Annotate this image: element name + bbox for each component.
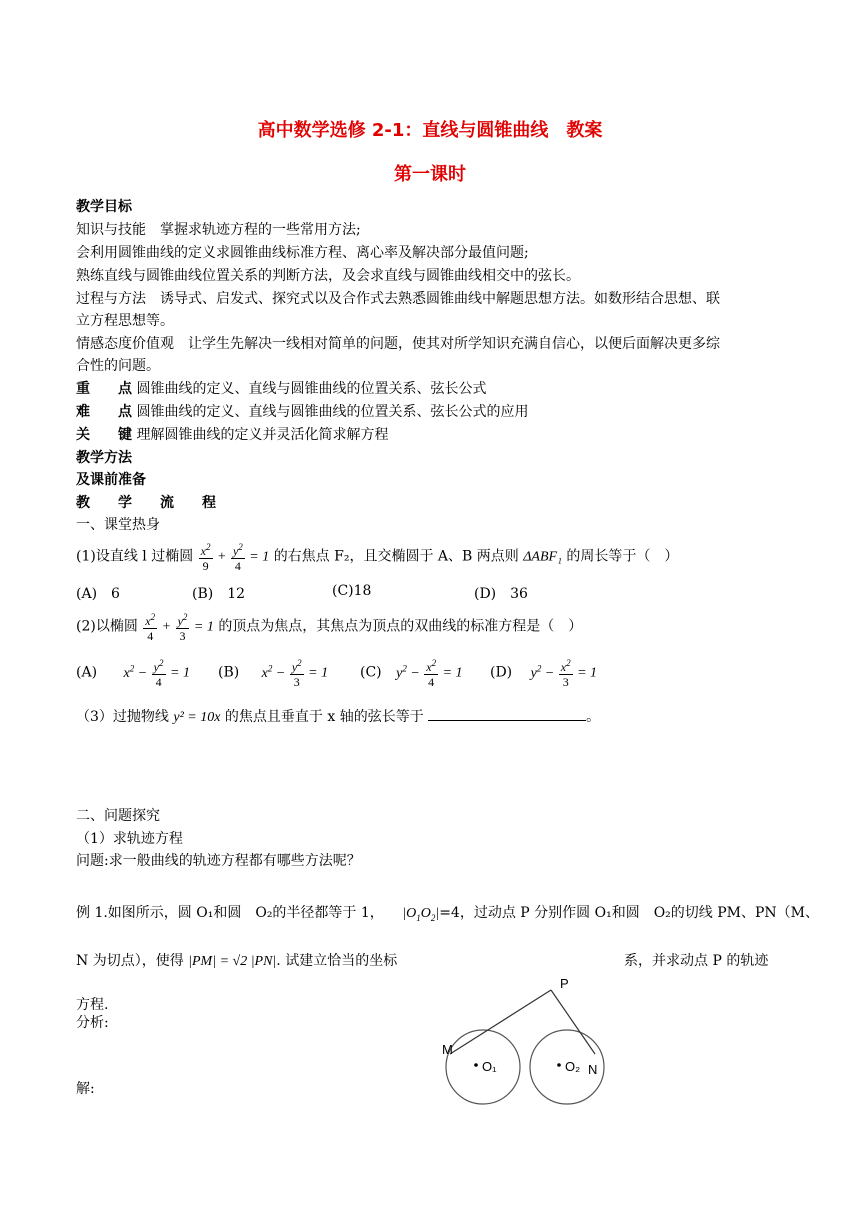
- objective-line: 立方程思想等。: [76, 313, 174, 329]
- q1-suffix: 的周长等于（ ）: [566, 548, 679, 565]
- question-1: (1)设直线 l 过椭圆 $\frac{x^2}{9}$ + $\frac{y^2}{4}$ = 1 的右焦点 F₂，且交椭圆于 A、B 两点则 ΔABF₁ 的周长等于（ ）: [76, 542, 679, 573]
- q3-end: 。: [586, 709, 601, 725]
- q2-suffix: 的顶点为焦点，其焦点为顶点的双曲线的标准方程是（ ）: [218, 618, 583, 635]
- objective-line: 熟练直线与圆锥曲线位置关系的判断方法，及会求直线与圆锥曲线相交中的弦长。: [76, 268, 580, 284]
- option-label: (B): [218, 664, 240, 681]
- example-text: N 为切点），使得: [76, 953, 184, 969]
- fraction: $\frac{y^2}{3}$: [177, 612, 188, 643]
- example-text: 系，并求动点 P 的轨迹: [624, 953, 769, 969]
- section2-heading: 二、问题探究: [76, 808, 160, 824]
- fraction: $\frac{y^2}{3}$: [291, 658, 302, 689]
- triangle-symbol: ΔABF₁: [523, 549, 562, 565]
- question-2: (2)以椭圆 $\frac{x^2}{4}$ + $\frac{y^2}{3}$ = 1 的顶点为焦点，其焦点为顶点的双曲线的标准方程是（ ）: [76, 612, 583, 643]
- document-title: 高中数学选修 2-1：直线与圆锥曲线 教案: [257, 120, 603, 141]
- option: (B) $x^2$ − $\frac{y^2}{3}$ = 1: [218, 658, 329, 689]
- example-text: =4，过动点 P 分别作圆 O₁和圆 O₂的切线 PM、PN（M、: [439, 905, 819, 921]
- example-text: 方程.: [76, 997, 109, 1013]
- option: (B) 12: [192, 586, 246, 602]
- question-3: [76, 706, 790, 727]
- solution-label: 解:: [76, 1081, 95, 1097]
- two-circles-figure: [430, 972, 620, 1112]
- keypoint-row: [76, 403, 790, 421]
- label-m: M: [442, 1042, 453, 1057]
- option: (C)18: [332, 583, 372, 599]
- parabola-equation: y² = 10x: [173, 710, 221, 725]
- analysis-label: 分析:: [76, 1015, 109, 1031]
- point-o2: [557, 1063, 561, 1067]
- example-line-1: [76, 904, 819, 927]
- keypoint-label: 难 点: [76, 404, 132, 420]
- fraction: $\frac{y^2}{4}$: [232, 542, 243, 573]
- q1-prefix: (1)设直线 l 过椭圆: [76, 548, 194, 565]
- document-subtitle: 第一课时: [394, 164, 466, 185]
- label-o2: O₂: [565, 1059, 581, 1074]
- objective-line: 合性的问题。: [76, 358, 160, 374]
- q3-suffix: 的焦点且垂直于 x 轴的弦长等于: [224, 709, 424, 725]
- method-heading: 教学方法: [76, 450, 132, 466]
- objective-line: 会利用圆锥曲线的定义求圆锥曲线标准方程、离心率及解决部分最值问题;: [76, 245, 529, 261]
- option-label: (D): [490, 664, 513, 681]
- q2-prefix: (2)以椭圆: [76, 618, 138, 635]
- prep-heading: 及课前准备: [76, 472, 146, 488]
- keypoint-row: [76, 426, 790, 444]
- fraction: $\frac{x^2}{3}$: [560, 658, 571, 689]
- section2-subheading: （1）求轨迹方程: [76, 831, 183, 847]
- section1-heading: 一、课堂热身: [76, 517, 160, 533]
- label-o1: O₁: [482, 1059, 497, 1074]
- keypoint-text: 理解圆锥曲线的定义并灵活化简求解方程: [136, 427, 389, 443]
- label-n: N: [588, 1062, 598, 1077]
- option-label: (C): [360, 664, 382, 681]
- objective-line: 知识与技能 掌握求轨迹方程的一些常用方法;: [76, 222, 361, 238]
- example-text: . 试建立恰当的坐标: [276, 953, 398, 969]
- answer-blank[interactable]: [428, 706, 586, 721]
- keypoint-label: 重 点: [76, 381, 132, 397]
- objective-line: 情感态度价值观 让学生先解决一线相对简单的问题，使其对所学知识充满自信心，以便后面解决更多综: [76, 336, 720, 352]
- fraction: $\frac{x^2}{9}$: [200, 542, 211, 573]
- point-o1: [474, 1063, 478, 1067]
- distance-o1o2: $|O_1O_2|$: [402, 906, 440, 923]
- option-label: (A): [76, 664, 98, 681]
- keypoint-text: 圆锥曲线的定义、直线与圆锥曲线的位置关系、弦长公式的应用: [136, 404, 529, 420]
- flow-heading: 教 学 流 程: [76, 495, 216, 511]
- fraction: $\frac{x^2}{4}$: [145, 612, 156, 643]
- keypoint-text: 圆锥曲线的定义、直线与圆锥曲线的位置关系、弦长公式: [136, 381, 487, 397]
- objective-line: 过程与方法 诱导式、启发式、探究式以及合作式去熟悉圆锥曲线中解题思想方法。如数形结合思想、联: [76, 291, 720, 307]
- tangent-pn: [551, 990, 595, 1054]
- option: (A) 6: [76, 586, 120, 602]
- option: (D) $y^2$ − $\frac{x^2}{3}$ = 1: [490, 658, 598, 689]
- q1-mid: 的右焦点 F₂，且交椭圆于 A、B 两点则: [273, 548, 519, 565]
- label-p: P: [560, 976, 569, 991]
- section2-question: 问题:求一般曲线的轨迹方程都有哪些方法呢？: [76, 853, 361, 869]
- option: (C) $y^2$ − $\frac{x^2}{4}$ = 1: [360, 658, 463, 689]
- q3-prefix: （3）过抛物线: [76, 709, 169, 725]
- fraction: $\frac{y^2}{4}$: [153, 658, 164, 689]
- option: (D) 36: [474, 586, 528, 602]
- tangent-pm: [450, 990, 551, 1054]
- keypoint-row: [76, 380, 790, 398]
- keypoint-label: 关 键: [76, 427, 132, 443]
- condition-equation: |PM| = √2 |PN|: [188, 954, 277, 969]
- example-text: 例 1.如图所示，圆 O₁和圆 O₂的半径都等于 1，: [76, 905, 384, 921]
- objectives-heading: 教学目标: [76, 199, 132, 215]
- option: (A) $x^2$ − $\frac{y^2}{4}$ = 1: [76, 658, 190, 689]
- fraction: $\frac{x^2}{4}$: [426, 658, 437, 689]
